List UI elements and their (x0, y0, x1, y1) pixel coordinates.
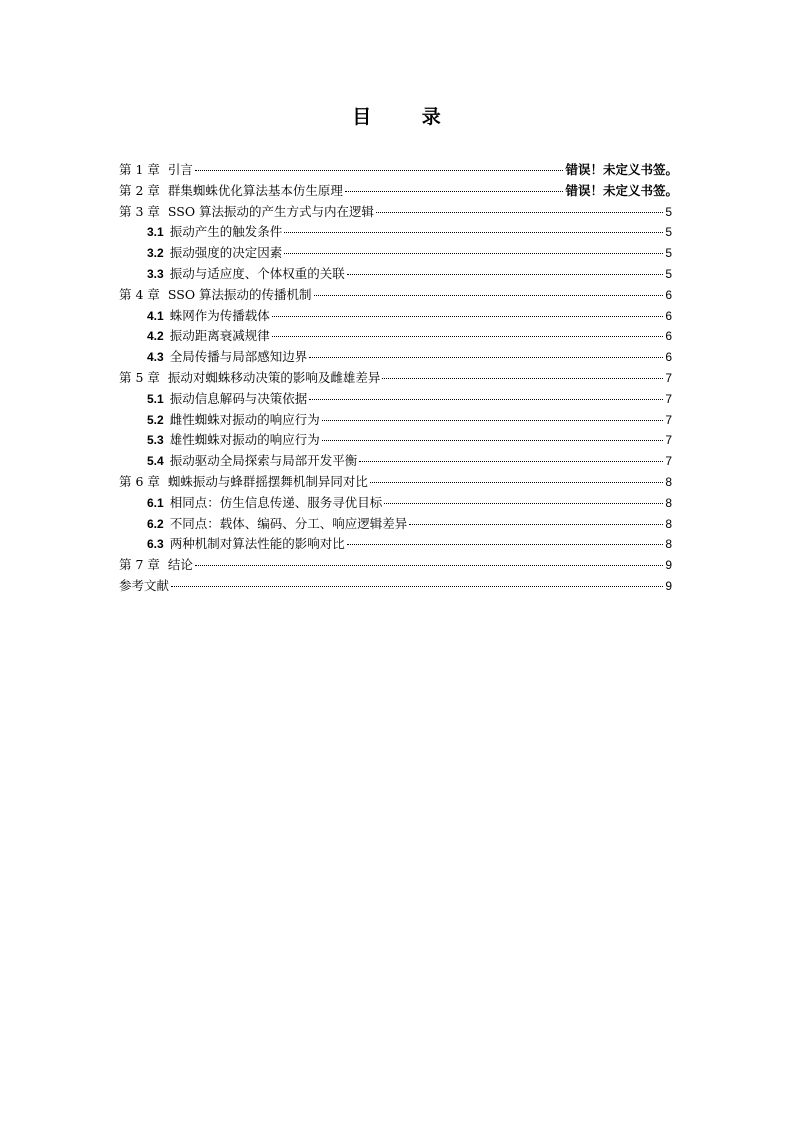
toc-entry-number: 3.3 (147, 266, 164, 281)
toc-entry-title: 相同点：仿生信息传递、服务寻优目标 (169, 494, 383, 510)
toc-entry-title: SSO 算法振动的传播机制 (167, 286, 312, 302)
toc-entry-title: 参考文献 (119, 577, 170, 593)
toc-page-number: 5 (665, 246, 672, 261)
toc-dot-leader (370, 482, 663, 483)
toc-page-number: 6 (665, 287, 672, 302)
toc-entry-number: 第 7 章 (119, 557, 160, 573)
toc-entry-title: 振动距离衰减规律 (169, 328, 270, 344)
toc-section-entry[interactable] (119, 534, 672, 555)
toc-dot-leader (382, 378, 663, 379)
toc-entry-number: 5.1 (147, 391, 164, 406)
toc-section-entry[interactable] (119, 347, 672, 368)
toc-dot-leader (345, 191, 564, 192)
toc-chapter-entry[interactable] (119, 555, 672, 576)
toc-section-entry[interactable] (119, 430, 672, 451)
toc-dot-leader (384, 503, 663, 504)
toc-entry-title: 振动与适应度、个体权重的关联 (169, 265, 345, 281)
toc-page-number: 5 (665, 225, 672, 240)
toc-page-number: 6 (665, 308, 672, 323)
toc-entry-number: 第 1 章 (119, 162, 160, 177)
toc-dot-leader (284, 253, 663, 254)
toc-dot-leader (376, 212, 663, 213)
toc-dot-leader (284, 232, 663, 233)
toc-section-entry[interactable] (119, 243, 672, 264)
toc-page-number: 9 (665, 578, 672, 593)
toc-entry-number: 第 5 章 (119, 369, 160, 385)
toc-dot-leader (195, 565, 663, 566)
table-of-contents (119, 160, 678, 597)
toc-page-number: 5 (665, 266, 672, 281)
toc-chapter-entry[interactable] (119, 472, 672, 493)
toc-page-number: 7 (665, 433, 672, 448)
toc-entry-number: 第 3 章 (119, 203, 160, 219)
toc-dot-leader (272, 336, 664, 337)
toc-page-number: 8 (665, 474, 672, 489)
toc-entry-number: 4.2 (147, 329, 164, 344)
toc-chapter-entry[interactable] (119, 202, 672, 223)
toc-page-number: 9 (665, 558, 672, 573)
toc-chapter-entry[interactable] (119, 285, 672, 306)
toc-bookmark-error: 错误！未定义书签。 (565, 162, 678, 177)
toc-entry-number: 5.4 (147, 454, 164, 469)
toc-dot-leader (347, 544, 664, 545)
toc-entry-title: 不同点：载体、编码、分工、响应逻辑差异 (169, 515, 408, 531)
toc-entry-number: 第 6 章 (119, 473, 160, 489)
toc-dot-leader (309, 399, 663, 400)
toc-page-number: 7 (665, 412, 672, 427)
toc-section-entry[interactable] (119, 451, 672, 472)
toc-section-entry[interactable] (119, 326, 672, 347)
toc-entry-title: 引言 (167, 162, 193, 177)
toc-dot-leader (347, 274, 664, 275)
toc-entry-title: 全局传播与局部感知边界 (169, 349, 308, 365)
toc-entry-title: 振动驱动全局探索与局部开发平衡 (169, 453, 358, 469)
toc-dot-leader (314, 295, 664, 296)
toc-page-number: 7 (665, 454, 672, 469)
toc-section-entry[interactable] (119, 514, 672, 535)
toc-page-number: 8 (665, 495, 672, 510)
toc-entry-number: 5.3 (147, 433, 164, 448)
toc-entry-number: 6.3 (147, 537, 164, 552)
toc-dot-leader (322, 440, 664, 441)
toc-entry-title: 结论 (167, 557, 193, 573)
toc-page-number: 7 (665, 370, 672, 385)
toc-bookmark-error: 错误！未定义书签。 (565, 182, 678, 198)
toc-entry-number: 第 2 章 (119, 182, 160, 198)
toc-entry-title: 蛛网作为传播载体 (169, 307, 270, 323)
toc-section-entry[interactable] (119, 410, 672, 431)
toc-section-entry[interactable] (119, 389, 672, 410)
toc-section-entry[interactable] (119, 222, 672, 243)
toc-entry-title: SSO 算法振动的产生方式与内在逻辑 (167, 203, 375, 219)
toc-entry-number: 6.1 (147, 495, 164, 510)
toc-section-entry[interactable] (119, 306, 672, 327)
toc-entry-title: 振动产生的触发条件 (169, 224, 283, 240)
toc-page-number: 5 (665, 204, 672, 219)
toc-entry-title: 群集蜘蛛优化算法基本仿生原理 (167, 182, 343, 198)
toc-dot-leader (309, 357, 663, 358)
toc-entry-title: 两种机制对算法性能的影响对比 (169, 536, 345, 552)
toc-section-entry[interactable] (119, 264, 672, 285)
toc-section-entry[interactable] (119, 493, 672, 514)
toc-entry-number: 第 4 章 (119, 286, 160, 302)
toc-chapter-entry[interactable] (119, 576, 672, 597)
toc-dot-leader (409, 524, 663, 525)
toc-page-number: 8 (665, 537, 672, 552)
toc-entry-title: 蜘蛛振动与蜂群摇摆舞机制异同对比 (167, 473, 368, 489)
toc-entry-number: 4.1 (147, 308, 164, 323)
toc-entry-number: 3.2 (147, 246, 164, 261)
toc-entry-number: 5.2 (147, 412, 164, 427)
toc-entry-title: 雄性蜘蛛对振动的响应行为 (169, 432, 320, 448)
toc-title: 目 录 (352, 106, 463, 128)
toc-dot-leader (195, 170, 564, 171)
toc-entry-title: 振动强度的决定因素 (169, 245, 283, 261)
toc-page-number: 6 (665, 329, 672, 344)
toc-dot-leader (322, 420, 664, 421)
toc-chapter-entry[interactable] (119, 181, 678, 202)
toc-entry-title: 振动对蜘蛛移动决策的影响及雌雄差异 (167, 369, 381, 385)
toc-entry-number: 6.2 (147, 516, 164, 531)
toc-page-number: 6 (665, 350, 672, 365)
toc-entry-title: 雌性蜘蛛对振动的响应行为 (169, 411, 320, 427)
toc-page-number: 8 (665, 516, 672, 531)
toc-entry-title: 振动信息解码与决策依据 (169, 390, 308, 406)
toc-dot-leader (272, 316, 664, 317)
toc-entry-number: 3.1 (147, 225, 164, 240)
toc-dot-leader (359, 461, 663, 462)
toc-chapter-entry[interactable] (119, 160, 678, 181)
toc-dot-leader (171, 586, 663, 587)
toc-chapter-entry[interactable] (119, 368, 672, 389)
toc-page-number: 7 (665, 391, 672, 406)
toc-entry-number: 4.3 (147, 350, 164, 365)
